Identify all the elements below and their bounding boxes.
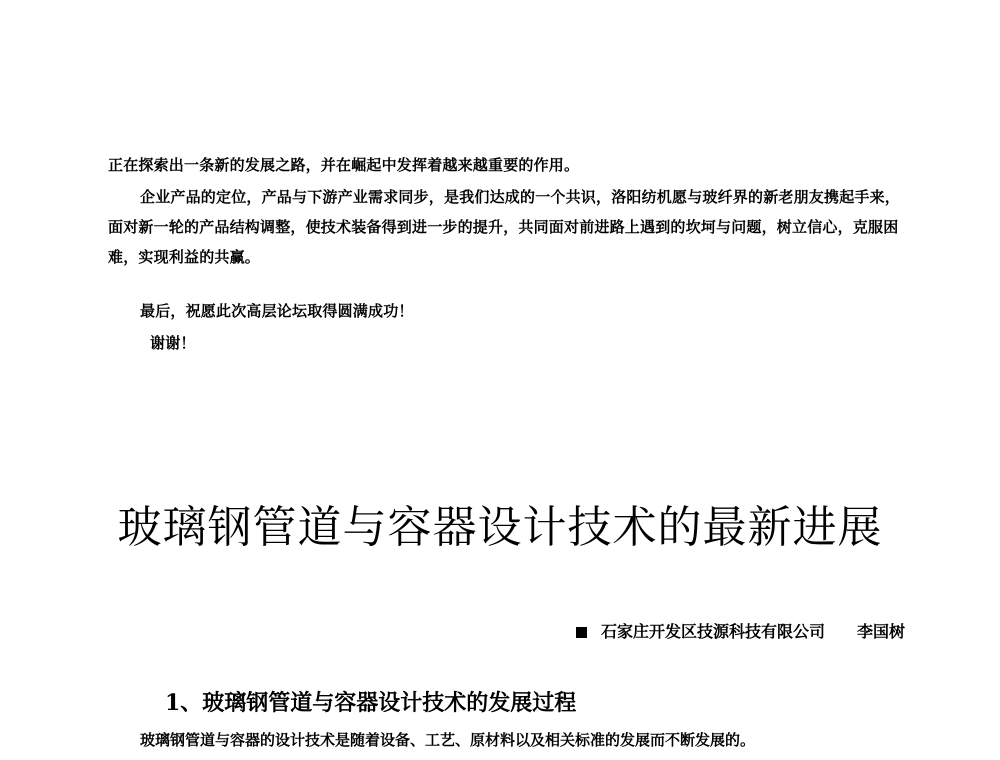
byline — [576, 620, 905, 644]
section-heading: 1、玻璃钢管道与容器设计技术的发展过程 — [165, 690, 577, 716]
bullet-square-icon — [576, 627, 587, 638]
author-organization: 石家庄开发区技源科技有限公司 — [600, 622, 825, 641]
article-title: 玻璃钢管道与容器设计技术的最新进展 — [117, 502, 883, 553]
intro-paragraph: 企业产品的定位，产品与下游产业需求同步，是我们达成的一个共识，洛阳纺机愿与玻纤界的新老朋友携起手来，面对新一轮的产品结构调整，使技术装备得到进一步的提升，共同面对前进路上遇到的坎坷与问题，树立信心，克服困难，实现利益的共赢。 — [108, 188, 901, 266]
closing-wish: 最后，祝愿此次高层论坛取得圆满成功！ — [140, 302, 414, 320]
thanks-text: 谢谢！ — [150, 334, 196, 352]
intro-line: 正在探索出一条新的发展之路，并在崛起中发挥着越来越重要的作用。 — [108, 156, 580, 174]
author-name: 李国树 — [856, 622, 905, 641]
section-body-text: 玻璃钢管道与容器的设计技术是随着设备、工艺、原材料以及相关标准的发展而不断发展的。 — [140, 731, 756, 749]
